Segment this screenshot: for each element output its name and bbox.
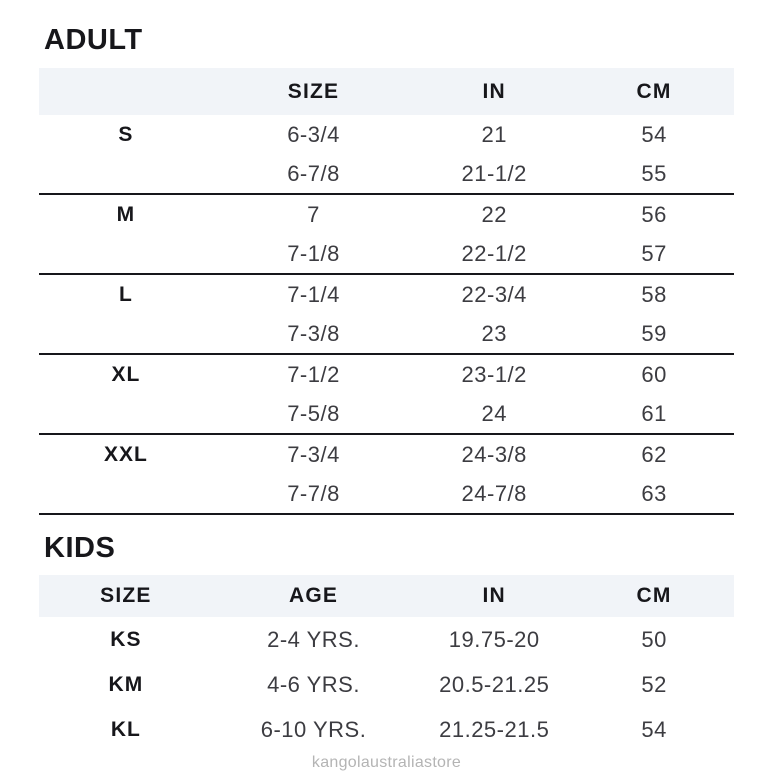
size-group-label-empty: [39, 394, 213, 434]
column-header-cm: CM: [574, 575, 734, 617]
table-row: [39, 154, 734, 194]
table-row: [39, 314, 734, 354]
cell-hat-size: 7-3/8: [213, 314, 415, 354]
cell-hat-size: 7: [307, 201, 320, 227]
cell-inches: 20.5-21.25: [439, 671, 550, 697]
watermark: kangolaustraliastore: [311, 754, 462, 771]
size-group-label: L: [118, 282, 133, 306]
column-header-in: IN: [414, 575, 574, 617]
cell-hat-size: 7-1/4: [287, 281, 340, 307]
size-group-label-empty: [39, 234, 213, 274]
table-row: [39, 617, 734, 662]
table-row: [39, 234, 734, 274]
size-group-label: XXL: [103, 442, 148, 466]
cell-hat-size: 7-3/4: [287, 441, 340, 467]
cell-cm: 61: [574, 394, 734, 434]
column-header-size: SIZE: [39, 575, 213, 617]
cell-hat-size: 6-3/4: [287, 121, 340, 147]
table-row: [39, 394, 734, 434]
kids-size-label: KM: [108, 672, 144, 696]
size-group-label: S: [118, 122, 134, 146]
cell-inches: 23: [414, 314, 574, 354]
cell-inches: 24: [414, 394, 574, 434]
column-header-cm: CM: [574, 68, 734, 115]
cell-hat-size: 7-1/8: [213, 234, 415, 274]
size-group-label-empty: [39, 474, 213, 514]
cell-hat-size: 7-1/2: [287, 361, 340, 387]
column-header-in: IN: [414, 68, 574, 115]
cell-age: 6-10 YRS.: [260, 716, 367, 742]
section-title-kids: KIDS: [44, 532, 116, 564]
column-header-age: AGE: [213, 575, 415, 617]
cell-cm: 59: [574, 314, 734, 354]
table-row: [39, 194, 734, 234]
size-group-label-empty: [39, 154, 213, 194]
table-row: [39, 474, 734, 514]
cell-cm: 54: [641, 716, 667, 742]
size-group-label: XL: [111, 362, 141, 386]
cell-cm: 54: [641, 121, 667, 147]
cell-hat-size: 6-7/8: [213, 154, 415, 194]
kids-size-label: KS: [110, 627, 142, 651]
cell-inches: 22-1/2: [414, 234, 574, 274]
cell-inches: 24-7/8: [414, 474, 574, 514]
size-group-label: M: [116, 202, 136, 226]
column-header-size: SIZE: [213, 68, 415, 115]
cell-cm: 56: [641, 201, 667, 227]
cell-hat-size: 7-5/8: [213, 394, 415, 434]
table-row: [39, 354, 734, 394]
cell-inches: 24-3/8: [461, 441, 527, 467]
table-row: [39, 707, 734, 752]
cell-inches: 21.25-21.5: [439, 716, 550, 742]
adult-size-table: [39, 68, 734, 515]
cell-age: 2-4 YRS.: [267, 626, 360, 652]
table-row: [39, 274, 734, 314]
size-group-label-empty: [39, 314, 213, 354]
kids-size-table: [39, 575, 734, 752]
cell-cm: 60: [641, 361, 667, 387]
cell-cm: 52: [641, 671, 667, 697]
table-row: [39, 662, 734, 707]
cell-inches: 21: [481, 121, 507, 147]
kids-size-label: KL: [110, 717, 141, 741]
cell-inches: 22: [481, 201, 507, 227]
cell-inches: 21-1/2: [414, 154, 574, 194]
table-row: [39, 434, 734, 474]
cell-cm: 62: [641, 441, 667, 467]
cell-inches: 23-1/2: [461, 361, 527, 387]
column-header-blank: [39, 68, 213, 115]
adult-header-row: [39, 68, 734, 115]
cell-cm: 58: [641, 281, 667, 307]
kids-header-row: [39, 575, 734, 617]
cell-cm: 63: [574, 474, 734, 514]
cell-inches: 22-3/4: [461, 281, 527, 307]
table-row: [39, 115, 734, 154]
cell-hat-size: 7-7/8: [213, 474, 415, 514]
cell-age: 4-6 YRS.: [267, 671, 360, 697]
cell-cm: 55: [574, 154, 734, 194]
cell-cm: 50: [641, 626, 667, 652]
cell-inches: 19.75-20: [448, 626, 540, 652]
cell-cm: 57: [574, 234, 734, 274]
section-title-adult: ADULT: [44, 24, 143, 56]
